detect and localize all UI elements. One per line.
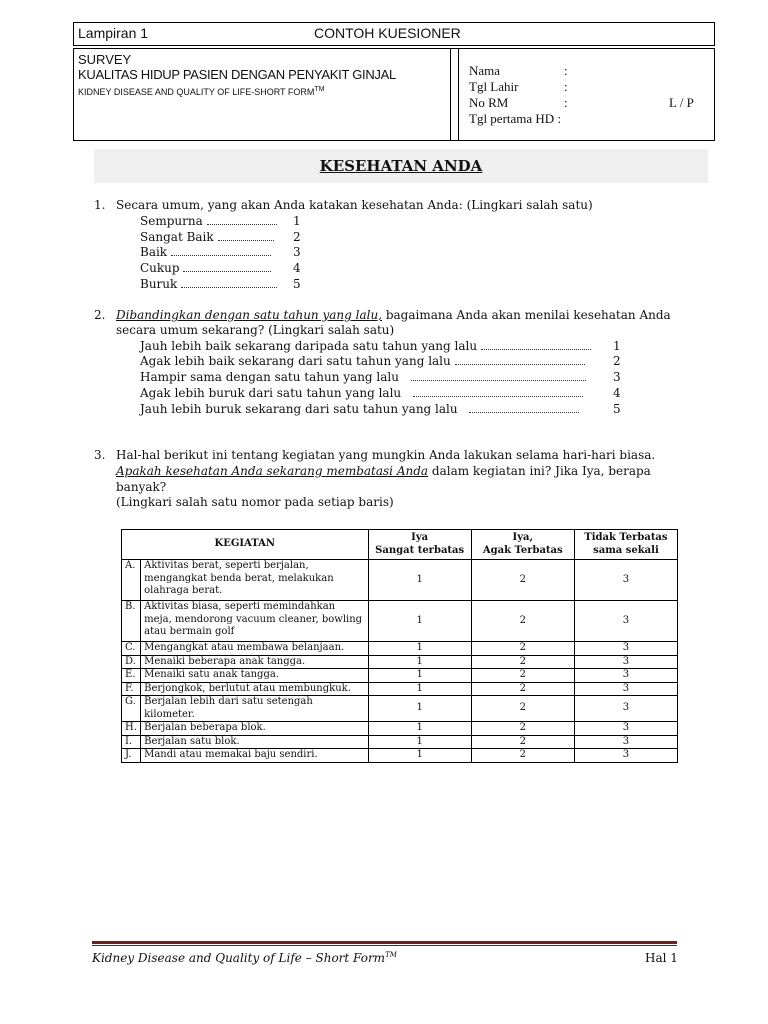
question-number: 3. [94,448,106,462]
choice-cell[interactable]: 2 [471,735,574,749]
choice-cell[interactable]: 3 [574,669,677,683]
q2-option-value[interactable]: 3 [613,370,621,384]
q2-option[interactable] [140,369,586,385]
choice-cell[interactable]: 3 [574,722,677,736]
option-label: Cukup [140,261,180,275]
option-label: Jauh lebih baik sekarang daripada satu tahun yang lalu [140,339,478,353]
contoh-kuesioner-label: CONTOH KUESIONER [314,25,461,41]
choice-cell[interactable]: 1 [368,655,471,669]
choice-cell[interactable]: 1 [368,642,471,656]
table-header-row [122,530,678,560]
field-label: Nama [469,63,501,78]
row-letter: A. [122,560,141,601]
option-label: Buruk [140,277,178,291]
table-row [122,560,678,601]
row-description: Mandi atau memakai baju sendiri. [141,749,368,763]
question-text: Hal-hal berikut ini tentang kegiatan yang mungkin Anda lakukan selama hari-hari biasa. [116,448,656,462]
dot-leader [411,370,586,381]
choice-cell[interactable]: 3 [574,601,677,642]
choice-cell[interactable]: 2 [471,655,574,669]
lampiran-label: Lampiran 1 [78,25,149,41]
question-text [116,307,671,323]
q2-option[interactable] [140,338,591,354]
question-number: 1. [94,198,106,212]
header-sangat-terbatas [368,530,471,560]
choice-cell[interactable]: 2 [471,669,574,683]
q1-option[interactable] [140,276,277,292]
q2-option-value[interactable]: 5 [613,402,621,416]
kdqol-subtitle [78,82,446,100]
choice-cell[interactable]: 2 [471,601,574,642]
option-label: Jauh lebih buruk sekarang dari satu tahun yang lalu [140,402,458,416]
row-description: Menaiki beberapa anak tangga. [141,655,368,669]
page-number: Hal 1 [645,951,678,965]
option-label: Agak lebih baik sekarang dari satu tahun yang lalu [140,354,451,368]
field-label: Tgl pertama HD : [469,111,562,126]
survey-title-cell [74,49,451,140]
footer-title-text: Kidney Disease and Quality of Life – Short Form [92,951,386,965]
q2-option-value[interactable]: 2 [613,354,621,368]
row-description: Menaiki satu anak tangga. [141,669,368,683]
row-letter: I. [122,735,141,749]
survey-label: SURVEY [78,52,132,67]
question-2-line2: secara umum sekarang? (Lingkari salah satu) [116,323,395,337]
kdqol-text: KIDNEY DISEASE AND QUALITY OF LIFE-SHORT FORM [78,87,315,97]
table-row [122,601,678,642]
field-label: No RM [469,95,509,110]
field-colon: : [564,95,568,110]
choice-cell[interactable]: 1 [368,749,471,763]
choice-cell[interactable]: 1 [368,696,471,722]
question-3-line2 [116,463,696,479]
header-agak-terbatas [471,530,574,560]
row-letter: B. [122,601,141,642]
choice-cell[interactable]: 3 [574,735,677,749]
choice-cell[interactable]: 1 [368,669,471,683]
row-letter: C. [122,642,141,656]
table-row [122,682,678,696]
header-line: Iya [411,532,429,543]
choice-cell[interactable]: 1 [368,601,471,642]
header-kegiatan: KEGIATAN [122,530,369,560]
header-tidak-terbatas [574,530,677,560]
option-label: Sangat Baik [140,230,214,244]
row-description: Berjalan satu blok. [141,735,368,749]
question-text-rest: bagaimana Anda akan menilai kesehatan Anda [382,308,671,322]
q2-option[interactable] [140,385,583,401]
dot-leader [481,339,591,350]
question-3-line4: (Lingkari salah satu nomor pada setiap baris) [116,495,394,509]
q1-option-value[interactable]: 3 [293,245,301,259]
choice-cell[interactable]: 2 [471,642,574,656]
footer-rule-thick [92,941,677,944]
dot-leader [455,354,585,365]
choice-cell[interactable]: 3 [574,696,677,722]
header-line: Tidak Terbatas [584,532,668,543]
emphasis-text: Apakah kesehatan Anda sekarang membatasi Anda [116,464,429,478]
choice-cell[interactable]: 3 [574,642,677,656]
option-label: Hampir sama dengan satu tahun yang lalu [140,370,399,384]
question-text-rest: dalam kegiatan ini? Jika Iya, berapa [428,464,651,478]
row-description: Mengangkat atau membawa belanjaan. [141,642,368,656]
header-line: sama sekali [593,544,659,556]
choice-cell[interactable]: 2 [471,722,574,736]
choice-cell[interactable]: 1 [368,560,471,601]
table-row [122,642,678,656]
table-row [122,669,678,683]
dot-leader [218,230,274,241]
q1-option-value[interactable]: 4 [293,261,301,275]
q1-option-value[interactable]: 1 [293,214,301,228]
choice-cell[interactable]: 3 [574,749,677,763]
choice-cell[interactable]: 3 [574,682,677,696]
q1-option-value[interactable]: 5 [293,277,301,291]
choice-cell[interactable]: 1 [368,722,471,736]
section-title-band [94,149,708,183]
header-line: Agak Terbatas [482,544,563,556]
row-letter: E. [122,669,141,683]
row-description: Berjalan beberapa blok. [141,722,368,736]
patient-id-cell [458,49,710,140]
row-description: Aktivitas biasa, seperti memindahkan meja, mendorong vacuum cleaner, bowling atau bermain golf [141,601,368,642]
footer-tm-mark: TM [385,951,397,959]
dot-leader [181,277,277,288]
choice-cell[interactable]: 1 [368,682,471,696]
question-text: Secara umum, yang akan Anda katakan kesehatan Anda: (Lingkari salah satu) [116,198,593,212]
activity-table [121,529,678,763]
row-letter: D. [122,655,141,669]
table-row [122,749,678,763]
field-colon: : [564,63,568,78]
choice-cell[interactable]: 1 [368,735,471,749]
q2-option-value[interactable]: 1 [613,339,621,353]
field-tgl-pertama-hd [469,111,710,127]
q1-option[interactable] [140,260,271,276]
dot-leader [413,386,583,397]
dot-leader [171,245,271,256]
emphasis-text: Dibandingkan dengan satu tahun yang lalu, [116,308,382,322]
q2-option-value[interactable]: 4 [613,386,621,400]
row-description: Aktivitas berat, seperti berjalan, mengangkat benda berat, melakukan olahraga berat. [141,560,368,601]
section-title: KESEHATAN ANDA [319,157,483,175]
option-label: Agak lebih buruk dari satu tahun yang lalu [140,386,402,400]
choice-cell[interactable]: 2 [471,749,574,763]
option-label: Sempurna [140,214,203,228]
question-3-line3: banyak? [116,480,167,494]
q2-option[interactable] [140,353,585,369]
table-row [122,655,678,669]
field-tgl-lahir [469,79,710,95]
table-row [122,696,678,722]
footer-title [92,951,397,965]
header-box [73,48,715,141]
choice-cell[interactable]: 2 [471,696,574,722]
table-row [122,722,678,736]
row-letter: G. [122,696,141,722]
field-nama [469,63,710,79]
choice-cell[interactable]: 3 [574,560,677,601]
footer-rule-thin [92,945,677,946]
header-top-row [73,22,715,46]
row-description: Berjalan lebih dari satu setengah kilometer. [141,696,368,722]
q1-option[interactable] [140,213,277,229]
choice-cell[interactable]: 2 [471,682,574,696]
dot-leader [207,214,277,225]
field-colon: : [564,79,568,94]
table-row [122,735,678,749]
choice-cell[interactable]: 2 [471,560,574,601]
q1-option[interactable] [140,244,271,260]
row-letter: F. [122,682,141,696]
row-letter: J. [122,749,141,763]
row-description: Berjongkok, berlutut atau membungkuk. [141,682,368,696]
question-number: 2. [94,308,106,322]
q1-option-value[interactable]: 2 [293,230,301,244]
q1-option[interactable] [140,229,274,245]
gender-option: L / P [669,95,694,110]
q2-option[interactable] [140,401,579,417]
tm-mark: TM [314,86,325,93]
choice-cell[interactable]: 3 [574,655,677,669]
field-label: Tgl Lahir [469,79,519,94]
field-no-rm [469,95,710,111]
option-label: Baik [140,245,168,259]
header-line: Sangat terbatas [375,544,465,556]
dot-leader [469,402,579,413]
row-letter: H. [122,722,141,736]
kualitas-title: KUALITAS HIDUP PASIEN DENGAN PENYAKIT GINJAL [78,67,396,82]
header-line: Iya, [512,532,533,543]
dot-leader [183,261,271,272]
